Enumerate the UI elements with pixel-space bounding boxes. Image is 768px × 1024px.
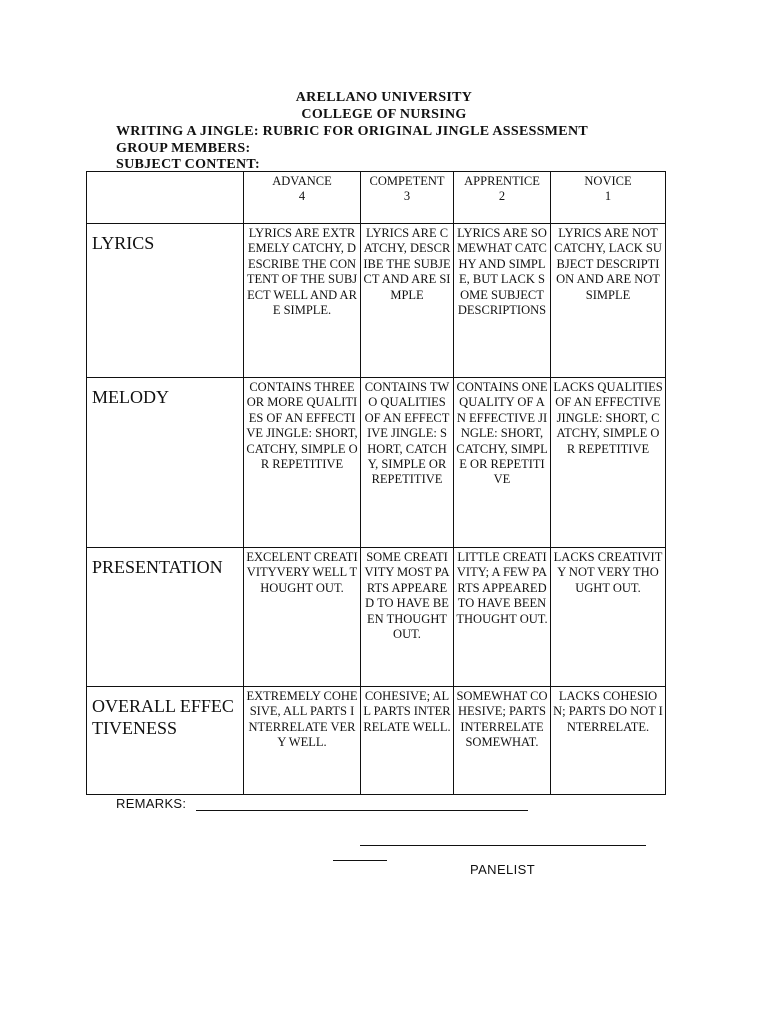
- level-score: 3: [403, 189, 411, 204]
- rubric-cell: EXTREMELY COHESIVE, ALL PARTS INTERRELATE VERY WELL.: [244, 687, 361, 795]
- rubric-cell: LACKS QUALITIES OF AN EFFECTIVE JINGLE: SHORT, CATCHY, SIMPLE OR REPETITIVE: [551, 378, 666, 548]
- rubric-cell: LACKS CREATIVITY NOT VERY THOUGHT OUT.: [551, 548, 666, 687]
- level-score: 4: [298, 189, 306, 204]
- subject-content-label: SUBJECT CONTENT:: [116, 157, 260, 172]
- university-name: ARELLANO UNIVERSITY: [295, 90, 473, 105]
- rubric-corner-cell: [87, 172, 244, 224]
- level-header-apprentice: [454, 172, 551, 224]
- rubric-table: [86, 171, 666, 795]
- rubric-row-melody: [87, 378, 666, 548]
- level-name: ADVANCE: [272, 174, 332, 188]
- rubric-row-lyrics: [87, 224, 666, 378]
- college-name: COLLEGE OF NURSING: [301, 107, 467, 122]
- rubric-header-row: [87, 172, 666, 224]
- rubric-cell: CONTAINS TWO QUALITIES OF AN EFFECTIVE JINGLE: SHORT, CATCHY, SIMPLE OR REPETITIVE: [361, 378, 454, 548]
- level-name: COMPETENT: [369, 174, 445, 188]
- group-members-label: GROUP MEMBERS:: [116, 141, 251, 156]
- level-header-novice: [551, 172, 666, 224]
- level-score: 2: [498, 189, 506, 204]
- document-title: WRITING A JINGLE: RUBRIC FOR ORIGINAL JINGLE ASSESSMENT: [116, 124, 588, 139]
- rubric-cell: LITTLE CREATIVITY; A FEW PARTS APPEARED TO HAVE BEEN THOUGHT OUT.: [454, 548, 551, 687]
- remarks-line: [196, 810, 528, 811]
- level-header-advance: [244, 172, 361, 224]
- rubric-row-overall-effectiveness: [87, 687, 666, 795]
- rubric-cell: SOMEWHAT COHESIVE; PARTS INTERRELATE SOMEWHAT.: [454, 687, 551, 795]
- rubric-cell: LYRICS ARE NOT CATCHY, LACK SUBJECT DESCRIPTION AND ARE NOT SIMPLE: [551, 224, 666, 378]
- signature-line: [360, 845, 646, 846]
- level-name: APPRENTICE: [464, 174, 540, 188]
- rubric-cell: EXCELENT CREATIVITYVERY WELL THOUGHT OUT.: [244, 548, 361, 687]
- rubric-cell: LYRICS ARE SOMEWHAT CATCHY AND SIMPLE, BUT LACK SOME SUBJECT DESCRIPTIONS: [454, 224, 551, 378]
- panelist-label: PANELIST: [470, 862, 536, 877]
- rubric-cell: COHESIVE; ALL PARTS INTERRELATE WELL.: [361, 687, 454, 795]
- rubric-row-presentation: [87, 548, 666, 687]
- level-header-competent: [361, 172, 454, 224]
- level-name: NOVICE: [584, 174, 632, 188]
- criterion-label: LYRICS: [87, 224, 244, 378]
- rubric-cell: SOME CREATIVITY MOST PARTS APPEARED TO HAVE BEEN THOUGHT OUT.: [361, 548, 454, 687]
- remarks-label: REMARKS:: [116, 796, 187, 811]
- criterion-label: MELODY: [87, 378, 244, 548]
- rubric-cell: LYRICS ARE EXTREMELY CATCHY, DESCRIBE THE CONTENT OF THE SUBJECT WELL AND ARE SIMPLE.: [244, 224, 361, 378]
- rubric-cell: LYRICS ARE CATCHY, DESCRIBE THE SUBJECT AND ARE SIMPLE: [361, 224, 454, 378]
- rubric-cell: CONTAINS THREE OR MORE QUALITIES OF AN EFFECTIVE JINGLE: SHORT, CATCHY, SIMPLE OR REPETITIVE: [244, 378, 361, 548]
- rubric-cell: CONTAINS ONE QUALITY OF AN EFFECTIVE JINGLE: SHORT, CATCHY, SIMPLE OR REPETITIVE: [454, 378, 551, 548]
- signature-line-short: [333, 860, 387, 861]
- criterion-label: PRESENTATION: [87, 548, 244, 687]
- level-score: 1: [604, 189, 612, 204]
- rubric-cell: LACKS COHESION; PARTS DO NOT INTERRELATE.: [551, 687, 666, 795]
- criterion-label: OVERALL EFFECTIVENESS: [87, 687, 244, 795]
